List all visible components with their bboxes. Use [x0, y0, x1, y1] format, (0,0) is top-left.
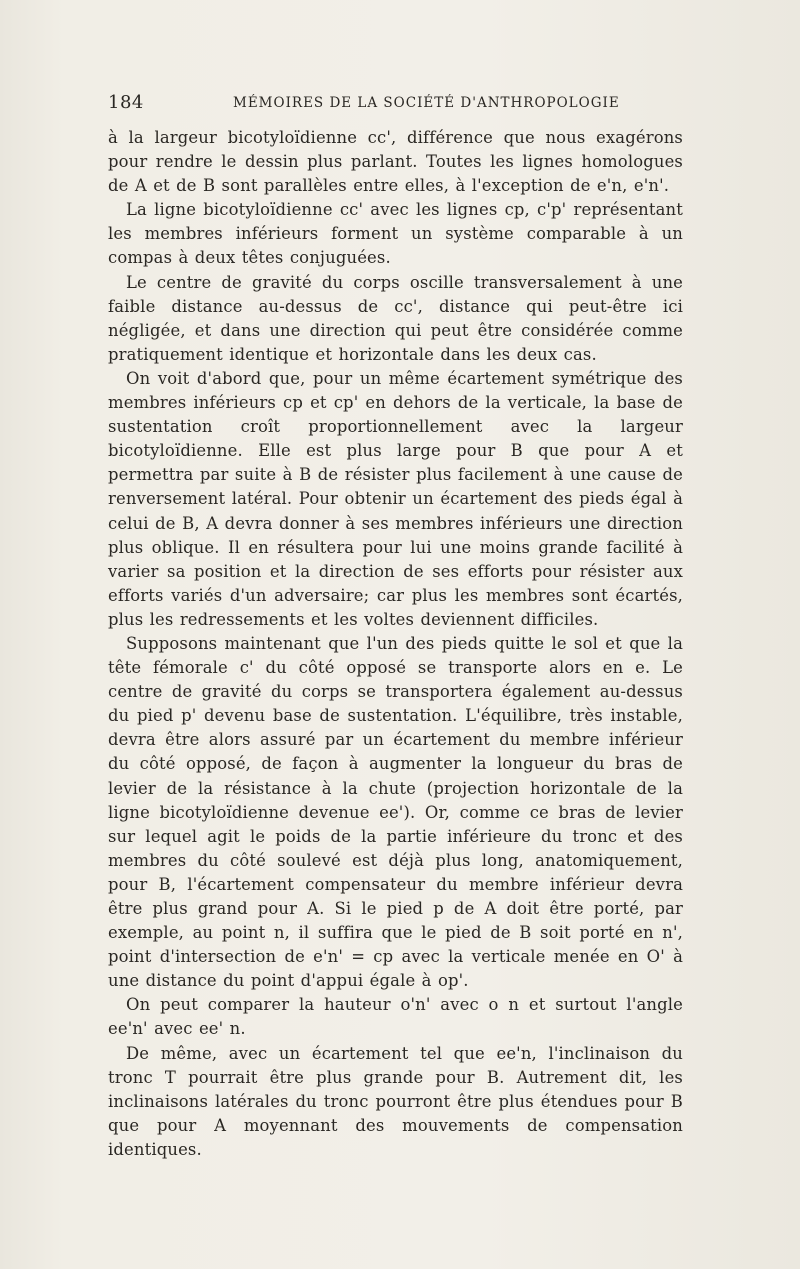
paragraph-comparison: On peut comparer la hauteur o'n' avec o n et surtout l'angle ee'n' avec ee' n. — [108, 995, 683, 1039]
page-header — [108, 92, 683, 116]
running-title: MÉMOIRES DE LA SOCIÉTÉ D'ANTHROPOLOGIE — [233, 95, 620, 111]
paragraph-single-foot: Supposons maintenant que l'un des pieds quitte le sol et que la tête fémorale c' du côté opposé se transporte alors en e. Le centre de gravité du corps se transportera également au-dessus du pied p' devenu base de sustentation. L'équilibre, très instable, devra être alors assuré par un écartement du membre inférieur du côté opposé, de façon à augmenter la longueur du bras de levier de la résistance à la chute (projection horizontale de la ligne bicotyloïdienne devenue ee'). Or, comme ce bras de levier sur lequel agit le poids de la partie inférieure du tronc et des membres du côté soulevé est déjà plus long, anatomiquement, pour B, l'écartement compensateur du membre inférieur devra être plus grand pour A. Si le pied p de A doit être porté, par exemple, au point n, il suffira que le pied de B soit porté en n', point d'intersection de e'n' = cp avec la verticale menée en O' à une distance du point d'appui égale à op'. — [108, 633, 683, 991]
page-number: 184 — [108, 92, 144, 113]
paragraph-center-of-gravity: Le centre de gravité du corps oscille transversalement à une faible distance au-dessus de cc', distance qui peut-être ici négligée, et dans une direction qui peut être considérée comme pratiquement identique et horizontale dans les deux cas. — [108, 272, 683, 364]
paragraph-continuation: à la largeur bicotyloïdienne cc', différence que nous exagérons pour rendre le dessin plus parlant. Toutes les lignes homologues de A et de B sont parallèles entre elles, à l'exception de e'n, e'n'. — [108, 128, 683, 196]
paragraph-base-of-support: On voit d'abord que, pour un même écartement symétrique des membres inférieurs cp et cp' en dehors de la verticale, la base de sustentation croît proportionnellement avec la largeur bicotyloïdienne. Elle est plus large pour B que pour A et permettra par suite à B de résister plus facilement à une cause de renversement latéral. Pour obtenir un écartement des pieds égal à celui de B, A devra donner à ses membres inférieurs une direction plus oblique. Il en résultera pour lui une moins grande facilité à varier sa position et la direction de ses efforts pour résister aux efforts variés d'un adversaire; car plus les membres sont écartés, plus les redressements et les voltes deviennent difficiles. — [108, 368, 683, 629]
body-text — [108, 126, 683, 1162]
paragraph-trunk-inclination: De même, avec un écartement tel que ee'n, l'inclinaison du tronc T pourrait être plus grande pour B. Autrement dit, les inclinaisons latérales du tronc pourront être plus étendues pour B que pour A moyennant des mouvements de compensation identiques. — [108, 1043, 683, 1159]
paragraph-compass: La ligne bicotyloïdienne cc' avec les lignes cp, c'p' représentant les membres inférieurs forment un système comparable à un compas à deux têtes conjuguées. — [108, 200, 683, 268]
